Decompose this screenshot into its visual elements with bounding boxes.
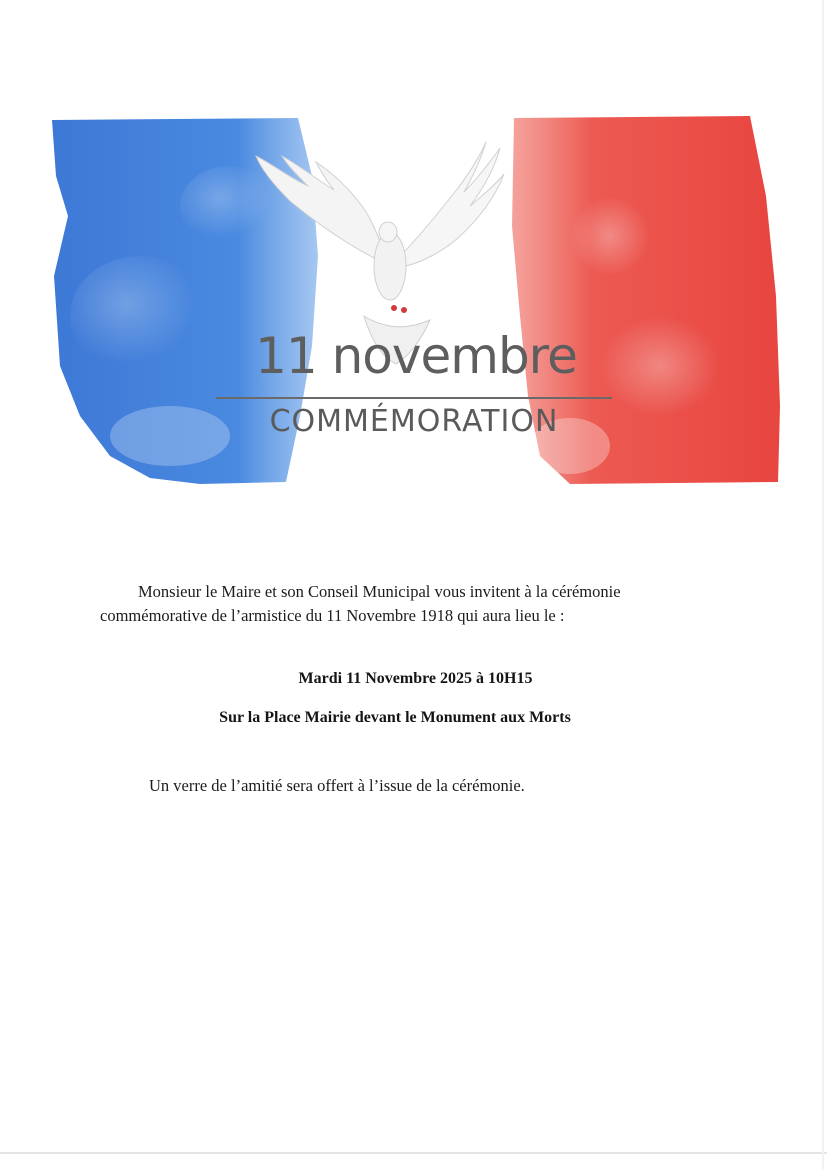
invitation-intro	[100, 580, 700, 628]
ceremony-date: Mardi 11 Novembre 2025 à 10H15	[298, 670, 533, 687]
banner-title: 11 novembre	[255, 327, 577, 385]
banner-subtitle: COMMÉMORATION	[269, 404, 559, 439]
ceremony-place: Sur la Place Mairie devant le Monument aux Morts	[219, 709, 571, 726]
commemoration-banner	[50, 116, 782, 484]
intro-line-1: Monsieur le Maire et son Conseil Municipal vous invitent à la cérémonie	[138, 582, 621, 601]
intro-line-2: commémorative de l’armistice du 11 Novembre 1918 qui aura lieu le :	[100, 606, 565, 625]
banner-divider	[216, 397, 612, 399]
scan-bottom-edge	[0, 1152, 827, 1154]
scan-right-edge	[822, 0, 824, 1169]
closing-note: Un verre de l’amitié sera offert à l’issue de la cérémonie.	[149, 776, 525, 795]
